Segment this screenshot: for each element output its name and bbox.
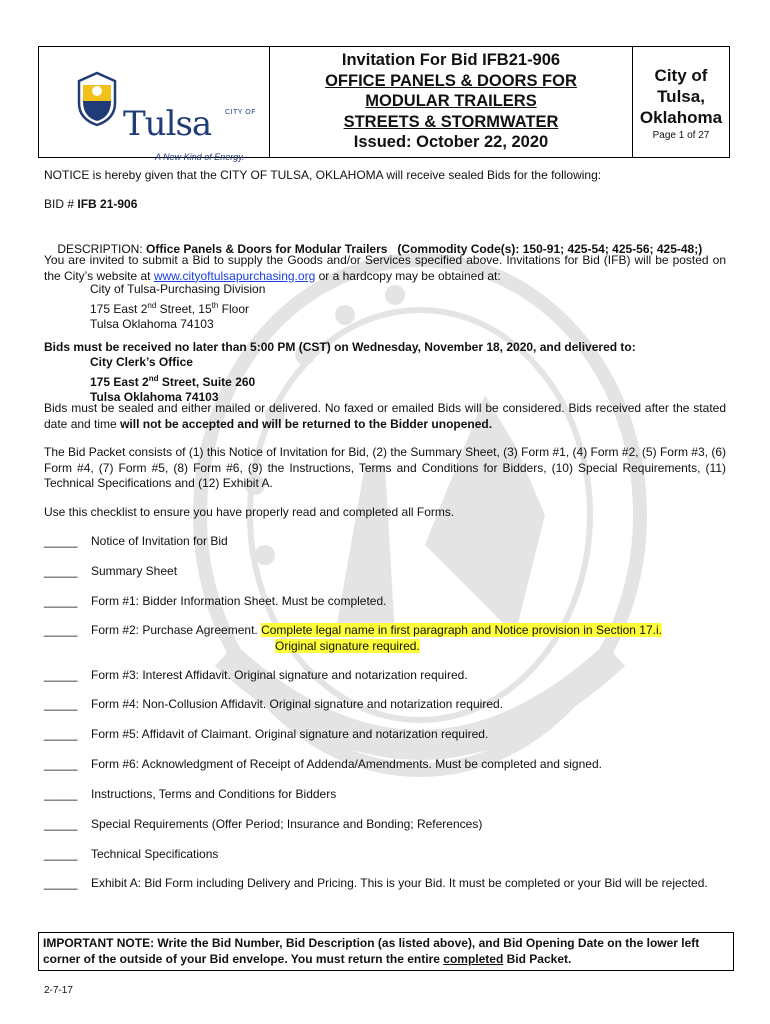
form2-highlight-2: Original signature required. — [275, 639, 420, 653]
packet-paragraph: The Bid Packet consists of (1) this Notice of Invitation for Bid, (2) the Summary Sheet, (3) Form #1, (4) Form #2, (5) Form #3, (6) Form #4, (7) Form #5, (8) Form #6, (9) the Instructions, Terms and Conditions for Bidders, (10) Special Requirements, (11) Technical Specifications and (12) Exhibit A. — [44, 445, 726, 490]
city-logo — [39, 47, 270, 162]
notice-text: NOTICE is hereby given that the CITY OF TULSA, OKLAHOMA will receive sealed Bids for the following: — [44, 168, 602, 182]
city-line-2: Oklahoma — [639, 108, 723, 127]
checklist-item: _____ Form #3: Interest Affidavit. Original signature and notarization required. — [44, 668, 468, 682]
description-label: DESCRIPTION: — [57, 241, 147, 256]
bid-number-label: BID # — [44, 197, 78, 211]
header-box — [38, 46, 730, 162]
sealed-paragraph — [44, 401, 726, 432]
checklist-item: _____ Instructions, Terms and Conditions for Bidders — [44, 787, 337, 801]
address-line-3: Tulsa Oklahoma 74103 — [90, 317, 214, 331]
header-subtitle-1: OFFICE PANELS & DOORS FOR — [325, 71, 577, 90]
header-city-block — [633, 47, 729, 157]
checklist-intro: Use this checklist to ensure you have properly read and completed all Forms. — [44, 505, 455, 519]
logo-wordmark: Tulsa — [123, 104, 212, 144]
important-note-tail: Bid Packet. — [503, 951, 572, 966]
checklist-item: _____ Form #1: Bidder Information Sheet. Must be completed. — [44, 594, 387, 608]
form2-highlight-1: Complete legal name in first paragraph and Notice provision in Section 17.i. — [261, 623, 662, 637]
checklist-item: _____ Form #6: Acknowledgment of Receipt of Addenda/Amendments. Must be completed and signed. — [44, 757, 602, 771]
city-line-1: City of Tulsa, — [654, 66, 708, 106]
purchasing-website-link[interactable]: www.cityoftulsapurchasing.org — [153, 268, 316, 283]
delivery-line-1: City Clerk’s Office — [90, 355, 193, 369]
checklist-item-form2: _____ Form #2: Purchase Agreement. Complete legal name in first paragraph and Notice provision in Section 17.i. — [44, 623, 662, 637]
footer-version: 2-7-17 — [44, 985, 73, 996]
invitation-text-tail: or a hardcopy may be obtained at: — [315, 268, 501, 283]
header-subtitle-2: MODULAR TRAILERS — [365, 92, 537, 111]
header-title-block — [270, 47, 633, 157]
logo-tagline: A New Kind of Energy. — [155, 152, 245, 162]
checklist-item: _____ Form #5: Affidavit of Claimant. Original signature and notarization required. — [44, 727, 489, 741]
purchasing-address — [90, 282, 265, 333]
delivery-address — [90, 355, 255, 406]
logo-city-of: CITY OF — [225, 109, 256, 116]
header-issued-date: Issued: October 22, 2020 — [353, 133, 549, 152]
checklist-item: _____ Summary Sheet — [44, 564, 178, 578]
checklist-item: _____ Form #4: Non-Collusion Affidavit. Original signature and notarization required. — [44, 697, 503, 711]
important-note-box — [38, 932, 734, 971]
delivery-line-3: Tulsa Oklahoma 74103 — [90, 390, 219, 404]
checklist-item: _____ Technical Specifications — [44, 847, 219, 861]
sealed-text-bold: will not be accepted and will be returned to the Bidder unopened. — [120, 416, 493, 431]
checklist-item: _____ Exhibit A: Bid Form including Delivery and Pricing. This is your Bid. It must be completed or your Bid will be rejected. — [44, 876, 708, 890]
city-name — [633, 65, 729, 128]
address-line-2: 175 East 2nd Street, 15th Floor — [90, 300, 250, 316]
sealed-text: Bids must be sealed and either mailed or delivered. No faxed or emailed Bids will be considered. Bids received after the stated date and time — [44, 401, 726, 431]
header-title: Invitation For Bid IFB21-906 — [341, 51, 561, 69]
checklist-item: _____ Notice of Invitation for Bid — [44, 534, 228, 548]
bid-number — [44, 197, 137, 213]
invitation-text: You are invited to submit a Bid to supply the Goods and/or Services specified above. Invitations for Bid (IFB) will be posted on the City’s website at — [44, 253, 726, 283]
delivery-line-2: 175 East 2nd Street, Suite 260 — [90, 373, 256, 389]
bid-number-value: IFB 21-906 — [77, 197, 138, 211]
important-note-text: IMPORTANT NOTE: Write the Bid Number, Bid Description (as listed above), and Bid Opening Date on the lower left corner of the outside of your Bid envelope. You must return the entire — [43, 936, 700, 966]
important-note-underline: completed — [443, 951, 504, 966]
description-value: Office Panels & Doors for Modular Trailers (Commodity Code(s): 150-91; 425-54; 425-56; 425-48;) — [146, 241, 703, 256]
header-subtitle-3: STREETS & STORMWATER — [343, 112, 559, 131]
checklist-item: _____ Special Requirements (Offer Period; Insurance and Bonding; References) — [44, 817, 483, 831]
invitation-paragraph — [44, 253, 726, 284]
address-line-1: City of Tulsa-Purchasing Division — [90, 282, 266, 296]
tulsa-seal-icon — [75, 71, 119, 127]
page-number: Page 1 of 27 — [652, 130, 710, 141]
deadline-text: Bids must be received no later than 5:00 PM (CST) on Wednesday, November 18, 2020, and delivered to: — [44, 340, 636, 354]
